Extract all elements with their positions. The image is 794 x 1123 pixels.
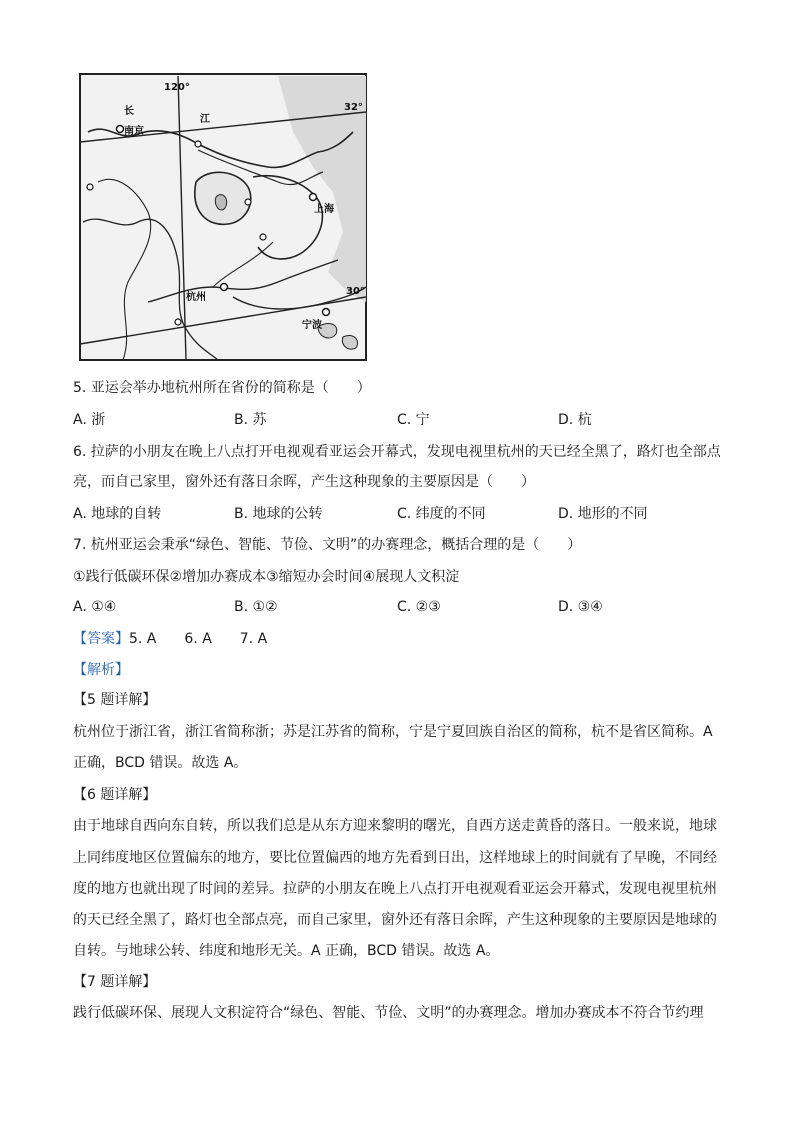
label-hangzhou: 杭州 <box>186 292 206 303</box>
label-chang: 长 <box>124 106 134 117</box>
q6-option-a: A. 地球的自转 <box>73 506 162 522</box>
city-dot-ningbo <box>323 309 330 316</box>
question-7-statements: ①践行低碳环保②增加办赛成本③缩短办会时间④展现人文积淀 <box>73 569 460 585</box>
q5-option-d: D. 杭 <box>558 412 592 428</box>
city-dot-1 <box>195 141 201 147</box>
q5-option-b: B. 苏 <box>234 412 267 428</box>
answer-label: 【答案】 <box>73 631 129 647</box>
answer-line <box>73 629 267 649</box>
detail-5-line1: 杭州位于浙江省，浙江省简称浙；苏是江苏省的简称，宁是宁夏回族自治区的简称，杭不是省区简称。A <box>73 724 713 740</box>
q7-option-c: C. ②③ <box>397 599 441 615</box>
detail-6-line1: 由于地球自西向东自转，所以我们总是从东方迎来黎明的曙光，自西方送走黄昏的落日。一般来说，地球 <box>73 818 717 834</box>
q7-option-d: D. ③④ <box>558 599 603 615</box>
label-nanjing: 南京 <box>124 126 144 137</box>
lake-island <box>215 195 226 210</box>
city-dot-4 <box>87 184 93 190</box>
city-dot-3 <box>260 234 266 240</box>
q5-option-a: A. 浙 <box>73 412 106 428</box>
detail-6-line5: 自转。与地球公转、纬度和地形无关。A 正确，BCD 错误。故选 A。 <box>73 943 500 959</box>
region-map <box>78 72 368 362</box>
question-6-stem-line2: 亮，而自己家里，窗外还有落日余晖，产生这种现象的主要原因是（ ） <box>73 474 535 490</box>
q6-option-c: C. 纬度的不同 <box>397 506 486 522</box>
question-6-stem-line1: 6. 拉萨的小朋友在晚上八点打开电视观看亚运会开幕式，发现电视里杭州的天已经全黑了，路灯也全部点 <box>73 444 721 460</box>
label-ningbo: 宁波 <box>302 320 322 331</box>
answer-text: 5. A 6. A 7. A <box>129 631 268 647</box>
detail-5-heading: 【5 题详解】 <box>73 692 157 708</box>
q6-option-b: B. 地球的公转 <box>234 506 323 522</box>
detail-6-heading: 【6 题详解】 <box>73 787 157 803</box>
label-lat32: 32° <box>344 102 363 113</box>
analysis-label: 【解析】 <box>73 662 129 678</box>
city-dot-2 <box>245 199 251 205</box>
label-jiang: 江 <box>200 114 210 125</box>
label-shanghai: 上海 <box>314 204 334 215</box>
q5-option-c: C. 宁 <box>397 412 430 428</box>
detail-6-line4: 的天已经全黑了，路灯也全部点亮，而自己家里，窗外还有落日余晖，产生这种现象的主要原因是地球的 <box>73 912 717 928</box>
city-dot-5 <box>175 319 181 325</box>
detail-6-line3: 度的地方也就出现了时间的差异。拉萨的小朋友在晚上八点打开电视观看亚运会开幕式，发现电视里杭州 <box>73 881 717 897</box>
q7-option-a: A. ①④ <box>73 599 117 615</box>
city-dot-nanjing <box>117 126 124 133</box>
detail-7-heading: 【7 题详解】 <box>73 974 157 990</box>
question-5-stem: 5. 亚运会举办地杭州所在省份的简称是（ ） <box>73 380 371 396</box>
detail-6-line2: 上同纬度地区位置偏东的地方，要比位置偏西的地方先看到日出，这样地球上的时间就有了早晚，不同经 <box>73 850 717 866</box>
q6-option-d: D. 地形的不同 <box>558 506 648 522</box>
city-dot-shanghai <box>310 194 317 201</box>
city-dot-hangzhou <box>221 284 228 291</box>
q7-option-b: B. ①② <box>234 599 278 615</box>
detail-5-line2: 正确，BCD 错误。故选 A。 <box>73 755 248 771</box>
question-7-stem: 7. 杭州亚运会秉承“绿色、智能、节俭、文明”的办赛理念，概括合理的是（ ） <box>73 537 582 553</box>
label-lat30: 30° <box>346 286 365 297</box>
detail-7-line1: 践行低碳环保、展现人文积淀符合“绿色、智能、节俭、文明”的办赛理念。增加办赛成本不符合节约理 <box>73 1005 704 1021</box>
label-lon120: 120° <box>164 82 190 93</box>
